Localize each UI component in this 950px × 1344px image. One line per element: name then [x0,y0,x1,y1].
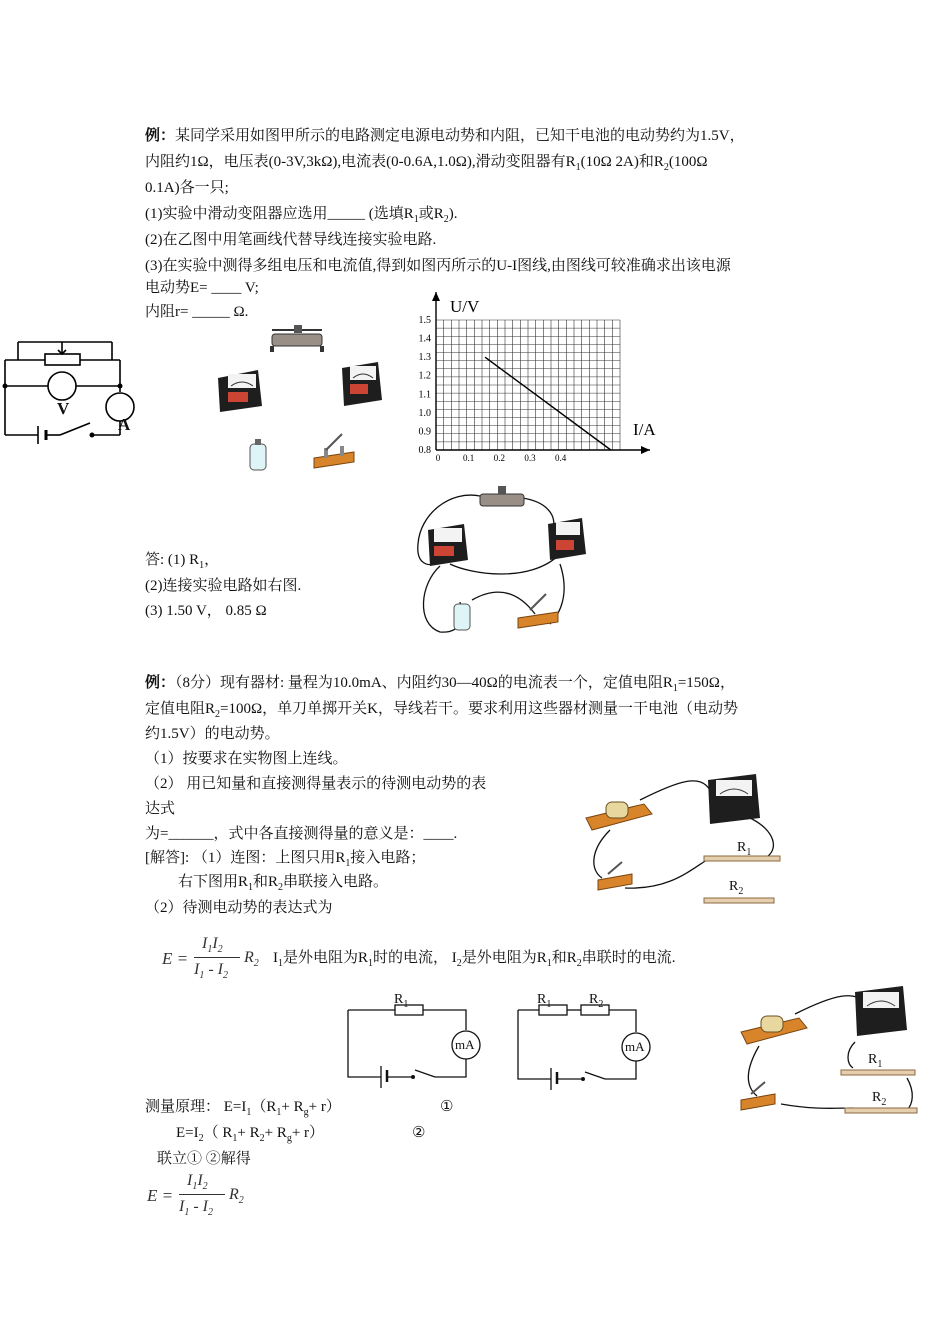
knife-switch-icon [518,594,558,628]
battery-icon [454,604,470,630]
equation-number-1: ① [440,1099,454,1115]
battery-holder-icon [741,1016,807,1044]
apparatus-picture [210,320,380,480]
x-tick-label: 0.4 [555,453,567,463]
y-tick-label: 0.9 [418,426,431,438]
ex2-line-3: 约1.5V）的电动势。 [145,726,280,742]
voltmeter-icon [218,370,262,412]
x-axis-arrow [641,446,650,454]
current-meaning: $I_1$是外电阻为$R_1$时的电流， $I_2$是外电阻为$R_1$和$R_2$串联时的电流. [273,950,676,969]
example-label: 例： [145,128,176,144]
ex1-question-1: (1)实验中滑动变阻器应选用_____ (选填$R_1$或$R_2$). [145,206,458,225]
y-axis-label: U/V [450,297,480,316]
ex2-question-2c: 为=______，式中各直接测得量的意义是：____. [145,826,458,842]
y-tick-label: 1.4 [418,333,431,345]
ma-label-2: mA [625,1039,645,1054]
voltmeter-label: V [57,399,70,418]
r1-label-2: $R_1$ [868,1052,883,1070]
ammeter-icon [342,362,382,406]
r1-series-label: $R_1$ [537,992,552,1010]
ammeter-icon [548,518,586,560]
y-axis-arrow [432,292,440,301]
milliammeter-icon [708,774,760,824]
ex1-answer-2: (2)连接实验电路如右图. [145,578,302,594]
y-tick-label: 1.1 [418,389,431,401]
ex1-answer-1: 答: (1) $R_1$， [145,552,220,571]
ma-label-1: mA [455,1037,475,1052]
u-i-chart [405,290,655,465]
x-tick-label: 0 [435,453,441,463]
x-axis-label: I/A [633,420,656,439]
x-tick-label: 0.2 [493,453,505,463]
ex2-solution-1: [解答]: （1）连图：上图只用$R_1$接入电路； [145,850,426,869]
ex1-line-2: 内阻约1Ω，电压表(0-3V,3kΩ),电流表(0-0.6A,1.0Ω),滑动变阻器有$R_1(10\Omega$ 2A)和$R_2(100\Omega$ [145,154,708,173]
r2-label-2: $R_2$ [872,1090,887,1108]
answer-wiring-picture [410,484,600,644]
x-tick-label: 0.1 [463,453,475,463]
y-tick-label: 0.8 [418,445,431,456]
r1-label: $R_1$ [737,840,752,858]
ex1-line-3: 0.1A)各一只; [145,180,229,196]
r1-diagram-label: $R_1$ [394,992,409,1010]
ammeter-label: A [118,415,131,434]
knife-switch-icon [741,1082,775,1110]
ex1-text: 某同学采用如图甲所示的电路测定电源电动势和内阻，已知干电池的电动势约为1.5V， [175,128,745,144]
rheostat-icon [270,325,324,352]
ex1-question-2: (2)在乙图中用笔画线代替导线连接实验电路. [145,232,437,248]
milliammeter-icon [855,986,907,1036]
rheostat-icon [480,486,524,506]
ex2-solution-3: （2）待测电动势的表达式为 [145,900,333,916]
ex2-line-1: 例：（8分）现有器材: 量程为10.0mA、内阻约30—40Ω的电流表一个，定值电阻$R_1=150\Omega$， [145,675,735,694]
u-i-line [485,357,611,450]
r2-label: $R_2$ [729,879,744,897]
battery-holder-icon [586,802,652,830]
battery-icon [250,439,266,470]
ex1-answer-3: (3) 1.50 V， 0.85 Ω [145,603,267,619]
ex2-series-apparatus-picture [735,980,935,1120]
ex1-question-3b: 电动势E= ____ V; [145,280,259,296]
r2-series-label: $R_2$ [589,992,604,1010]
principle-line-2: $E=I_2$（ $R_1+ R_2+ R_g+ r$） [176,1125,325,1144]
voltmeter-icon [428,524,468,566]
ex1-line-1 [145,126,745,146]
ex2-line-2: 定值电阻$R_2=100\Omega$，单刀单掷开关K，导线若干。要求利用这些器材测量一干电池（电动势 [145,701,738,720]
y-tick-label: 1.5 [418,315,431,326]
x-tick-label: 0.3 [524,453,536,463]
ex2-question-2b: 达式 [145,801,176,817]
knife-switch-icon [314,434,354,468]
ex1-question-3c: 内阻r= _____ Ω. [145,304,249,320]
ex1-question-3: (3)在实验中测得多组电压和电流值,得到如图丙所示的U-I图线,由图线可较准确求出该电源 [145,258,731,274]
y-tick-label: 1.0 [418,407,431,419]
equation-number-2: ② [412,1125,426,1141]
emf-formula-1: E = $I_1I_2$ $I_1 - I_2$ $R_2$ [162,935,259,982]
principle-line-1: 测量原理： $E=I_1(R_1+ R_g+ r)$ [145,1099,341,1118]
emf-formula-2: E = $I_1I_2$ $I_1 - I_2$ $R_2$ [147,1172,244,1219]
ex2-question-2: （2） 用已知量和直接测得量表示的待测电动势的表 [145,776,487,792]
principle-line-3: 联立① ②解得 [157,1151,251,1167]
y-tick-label: 1.2 [418,370,431,382]
knife-switch-icon [598,862,632,890]
y-tick-label: 1.3 [418,352,431,364]
ex2-solution-2: 右下图用$R_1$和$R_2$串联接入电路。 [178,874,389,893]
ex2-question-1: （1）按要求在实物图上连线。 [145,751,348,767]
